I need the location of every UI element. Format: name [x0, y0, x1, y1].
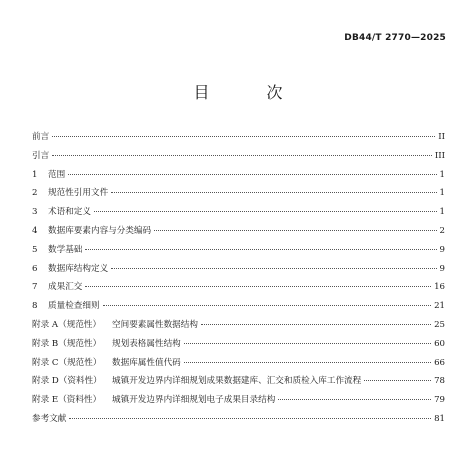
toc-entry-number: 3 — [32, 207, 38, 218]
toc-entry-page: 21 — [434, 301, 445, 312]
toc-entry-page: II — [438, 132, 445, 142]
toc-entry-number: 附录 D（资料性） — [32, 376, 102, 387]
toc-entry-title: 数学基础 — [48, 244, 83, 255]
toc-entry-title: 规划表格属性结构 — [112, 338, 181, 349]
toc-entry-number: 5 — [32, 244, 38, 255]
toc-entry-title: 引言 — [32, 150, 50, 161]
toc-dot-leader — [111, 192, 436, 193]
toc-entry-number: 附录 A（规范性） — [32, 319, 102, 330]
toc-dot-leader — [111, 268, 436, 269]
toc-entry-title: 质量检查细则 — [48, 301, 100, 312]
toc-entry[interactable] — [32, 297, 445, 316]
toc-entry[interactable] — [32, 147, 445, 166]
toc-dot-leader — [103, 305, 431, 306]
toc-entry-title: 前言 — [32, 132, 50, 142]
toc-entry-number: 附录 B（规范性） — [32, 338, 102, 349]
toc-entry[interactable] — [32, 260, 445, 279]
toc-dot-leader — [94, 211, 437, 212]
toc-entry-title: 城镇开发边界内详细规划成果数据建库、汇交和质检入库工作流程 — [112, 376, 362, 387]
toc-entry-page: 25 — [434, 319, 445, 330]
toc-dot-leader — [364, 380, 431, 381]
toc-dot-leader — [69, 418, 431, 419]
toc-entry[interactable] — [32, 128, 445, 147]
toc-entry-title: 数据库要素内容与分类编码 — [48, 225, 152, 236]
toc-dot-leader — [68, 174, 436, 175]
toc-entry[interactable] — [32, 391, 445, 410]
toc-entry-title: 城镇开发边界内详细规划电子成果目录结构 — [112, 395, 276, 406]
toc-entry-title: 参考文献 — [32, 413, 67, 424]
toc-entry-page: 1 — [439, 207, 445, 218]
toc-entry-page: 9 — [439, 244, 445, 255]
toc-entry[interactable] — [32, 372, 445, 391]
toc-entry-title: 规范性引用文件 — [48, 188, 109, 199]
toc-dot-leader — [201, 324, 431, 325]
toc-entry[interactable] — [32, 184, 445, 203]
toc-entry-page: 78 — [434, 376, 445, 387]
toc-entry-page: 2 — [439, 225, 445, 236]
toc-entry[interactable] — [32, 354, 445, 373]
toc-entry-number: 2 — [32, 188, 38, 199]
toc-entry[interactable] — [32, 222, 445, 241]
toc-entry-number: 6 — [32, 263, 38, 274]
toc-entry-page: III — [434, 150, 445, 161]
toc-entry-title: 数据库属性值代码 — [112, 357, 181, 368]
toc-entry-number: 附录 C（规范性） — [32, 357, 102, 368]
toc-entry-title: 术语和定义 — [48, 207, 91, 218]
toc-entry-title: 数据库结构定义 — [48, 263, 109, 274]
toc-dot-leader — [184, 362, 431, 363]
toc-entry[interactable] — [32, 410, 445, 429]
toc-dot-leader — [154, 230, 436, 231]
toc-entry-page: 16 — [434, 282, 445, 293]
toc-entry[interactable] — [32, 241, 445, 260]
toc-entry[interactable] — [32, 335, 445, 354]
toc-entry[interactable] — [32, 203, 445, 222]
toc-list — [32, 128, 445, 429]
toc-entry-number: 附录 E（资料性） — [32, 395, 102, 406]
toc-dot-leader — [278, 399, 431, 400]
toc-entry-page: 9 — [439, 263, 445, 274]
toc-entry-number: 7 — [32, 282, 38, 293]
toc-entry-number: 8 — [32, 301, 38, 312]
toc-entry-page: 66 — [434, 357, 445, 368]
toc-entry-number: 4 — [32, 225, 38, 236]
toc-entry[interactable] — [32, 316, 445, 335]
toc-dot-leader — [85, 249, 436, 250]
toc-dot-leader — [184, 343, 431, 344]
toc-title: 目 次 — [193, 83, 309, 102]
toc-dot-leader — [85, 286, 431, 287]
toc-entry-page: 1 — [439, 188, 445, 199]
toc-entry-page: 79 — [434, 395, 445, 406]
toc-entry-title: 成果汇交 — [48, 282, 83, 293]
toc-entry-page: 60 — [434, 338, 445, 349]
toc-entry-title: 范围 — [48, 169, 66, 180]
toc-entry-title: 空间要素属性数据结构 — [112, 319, 198, 330]
toc-entry[interactable] — [32, 166, 445, 185]
toc-entry-number: 1 — [32, 169, 38, 180]
toc-entry-page: 1 — [439, 169, 445, 180]
toc-entry[interactable] — [32, 278, 445, 297]
toc-dot-leader — [52, 136, 435, 137]
toc-dot-leader — [52, 155, 432, 156]
toc-entry-page: 81 — [434, 413, 445, 424]
document-code: DB44/T 2770—2025 — [344, 33, 446, 43]
